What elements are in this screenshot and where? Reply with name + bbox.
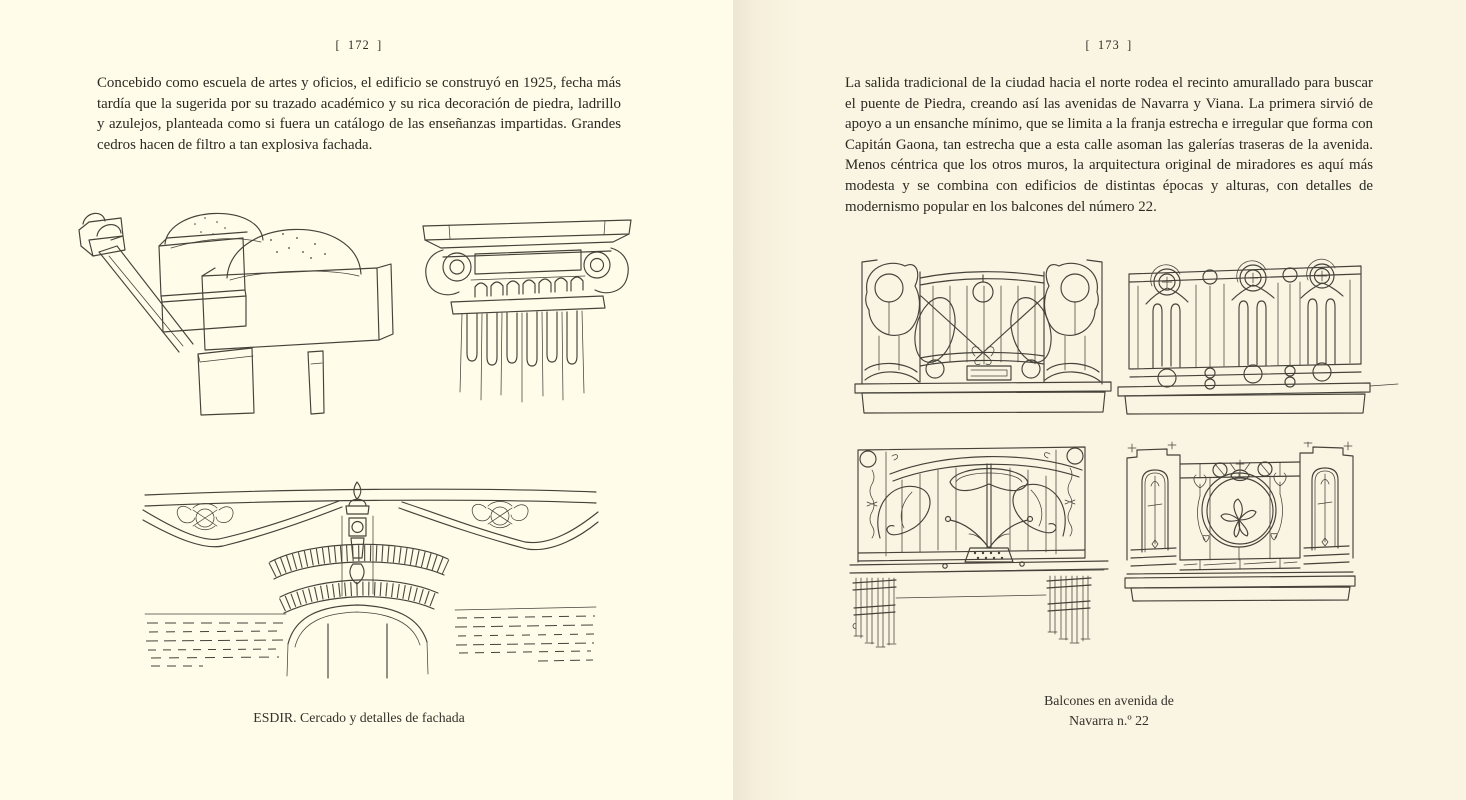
- ionic-capital-sketch: [415, 210, 639, 405]
- caption-left: ESDIR. Cercado y detalles de fachada: [253, 710, 465, 725]
- pylon-left: [1127, 442, 1180, 566]
- mini-dome-block: [79, 213, 125, 256]
- page-number-right: [ 173 ]: [1085, 38, 1133, 52]
- brick-courses: [145, 607, 596, 666]
- paragraph-left: Concebido como escuela de artes y oficios, el edificio se construyó en 1925, fecha más tardía que la sugerida por su trazado académico y su rica decoración de piedra, ladrillo y azulejos, planteada como si fuera un catálogo de las enseñanzas impartidas. Grandes cedros hacen de filtro a tan explosiva fachada.: [97, 75, 621, 153]
- wall-line: [896, 595, 1046, 598]
- arched-window: [287, 605, 428, 678]
- scroll-cartouche-left: [177, 504, 233, 530]
- balcony-railing-sketch-bottom-right: [1124, 442, 1358, 602]
- facade-arch-detail-sketch: [143, 476, 598, 681]
- side-panel-left: [862, 260, 920, 384]
- roofline-domes-sketch: [75, 194, 380, 416]
- paragraph-right: La salida tradicional de la ciudad hacia el norte rodea el recinto amurallado para buscar el puente de Piedra, creando así las avenidas de Navarra y Viana. La primera sirvió de apoyo a un ensanche mínimo, que se limita a la franja estrecha e irregular que forma con Capitán Gaona, tan estrecha que a esta calle asoman las galerías traseras de la avenida. Menos céntrica que los otros muros, la arquitectura original de miradores es aquí más modesta y se combina con edificios de distintas épocas y alturas, con detalles de modernismo popular en los balcones del número 22.: [845, 75, 1373, 215]
- cornice-lines: [145, 489, 596, 506]
- stipple-shading: [194, 217, 326, 259]
- arched-bar-clusters: [1146, 283, 1343, 368]
- balcony-ledge: [855, 382, 1111, 413]
- swag-mouldings: [143, 501, 598, 550]
- perspective-wall: [99, 246, 193, 352]
- center-bottom-band: [1180, 558, 1300, 570]
- volutes: [426, 248, 628, 295]
- fluted-shaft: [460, 311, 584, 402]
- plain-bars: [1138, 280, 1350, 368]
- mid-dome-block: [159, 213, 263, 332]
- center-grille: [909, 272, 1058, 380]
- caption-right-line2: Navarra n.º 22: [1069, 713, 1149, 728]
- corbel-cluster-left: [853, 578, 896, 647]
- art-nouveau-grille: [878, 457, 1082, 562]
- side-panel-right: [1044, 260, 1102, 384]
- caption-right: [845, 691, 1373, 731]
- balcony-ledge: [1125, 572, 1355, 601]
- page-right: [733, 0, 1466, 800]
- corbel-cluster-right: [1047, 576, 1091, 643]
- abacus: [423, 220, 631, 257]
- curved-frieze-bands: [270, 544, 448, 613]
- rosettes: [1151, 259, 1335, 295]
- central-finial: [342, 482, 373, 596]
- pylon-right: [1300, 442, 1353, 564]
- scroll-cartouche-right: [472, 502, 528, 528]
- page-number-left: [ 172 ]: [335, 38, 383, 52]
- front-dome-block: [198, 229, 393, 415]
- railing-frame: [858, 447, 1085, 562]
- echinus-face: [471, 250, 585, 297]
- balcony-ledge: [1118, 383, 1398, 414]
- caption-right-line1: Balcones en avenida de: [1044, 693, 1174, 708]
- balcony-railing-sketch-top-left: [855, 252, 1113, 417]
- balcony-railing-sketch-bottom-left: [850, 440, 1110, 652]
- balcony-railing-sketch-top-right: [1118, 256, 1398, 418]
